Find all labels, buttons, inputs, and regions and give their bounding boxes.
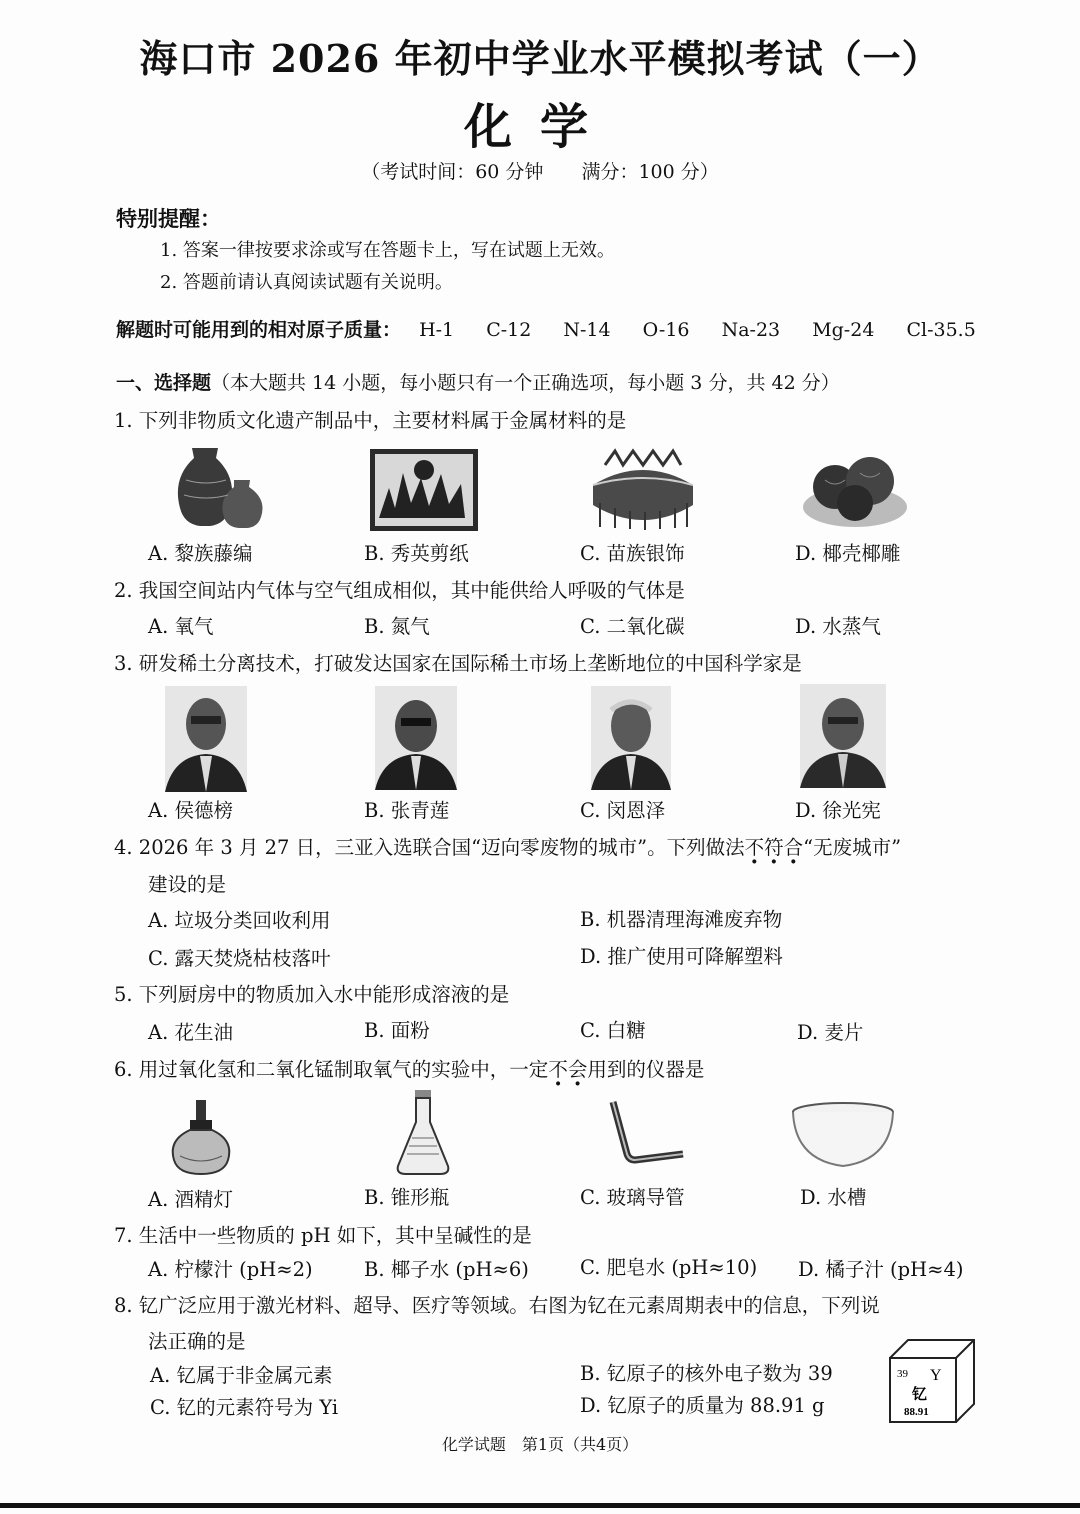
reminder-heading: 特别提醒： <box>116 207 221 231</box>
element-symbol: Y <box>930 1367 942 1384</box>
question-1-stem: 1. 下列非物质文化遗产制品中，主要材料属于金属材料的是 <box>114 409 627 432</box>
atomic-masses <box>116 315 1002 342</box>
question-3-stem: 3. 研发稀土分离技术，打破发达国家在国际稀土市场上垄断地位的中国科学家是 <box>114 652 802 675</box>
question-5-option-a: A. 花生油 <box>148 1021 233 1044</box>
question-4-option-b: B. 机器清理海滩废弃物 <box>580 908 783 931</box>
alcohol-lamp-photo <box>168 1098 236 1178</box>
coconut-carving-photo <box>800 445 910 530</box>
question-6-option-c: C. 玻璃导管 <box>580 1186 685 1209</box>
question-5-option-b: B. 面粉 <box>364 1019 430 1042</box>
silver-ornament-photo <box>585 445 700 530</box>
question-3-option-d: D. 徐光宪 <box>795 799 881 822</box>
question-5-option-c: C. 白糖 <box>580 1019 646 1042</box>
question-5-option-d: D. 麦片 <box>797 1021 864 1044</box>
question-8-stem: 8. 钇广泛应用于激光材料、超导、医疗等领域。右图为钇在元素周期表中的信息，下列说 <box>114 1294 880 1317</box>
atomic-mass-value: C-12 <box>486 319 532 341</box>
question-6-stem-part: 6. 用过氧化氢和二氧化锰制取氧气的实验中，一定 <box>114 1058 549 1081</box>
question-1-option-d: D. 椰壳椰雕 <box>795 542 901 565</box>
question-2-option-a: A. 氧气 <box>148 615 214 638</box>
question-4-stem-part: 4. 2026 年 3 月 27 日，三亚入选联合国“迈向零废物的城市”。下列做法 <box>114 836 745 859</box>
question-4-option-a: A. 垃圾分类回收利用 <box>148 909 331 932</box>
portrait-photo <box>591 686 671 790</box>
emphasis-char: 符 <box>764 836 784 859</box>
question-4-option-d: D. 推广使用可降解塑料 <box>580 945 783 968</box>
question-8-option-b: B. 钇原子的核外电子数为 39 <box>580 1362 833 1385</box>
water-trough-photo <box>790 1100 896 1170</box>
subject-title: 化学 <box>463 99 616 155</box>
emphasis-char: 不 <box>744 836 765 859</box>
question-2-option-b: B. 氮气 <box>364 615 430 638</box>
question-6-stem-part: 用到的仪器是 <box>587 1058 705 1081</box>
question-3-option-a: A. 侯德榜 <box>148 799 233 822</box>
bottom-border <box>0 1503 1080 1508</box>
atomic-mass-value: Cl-35.5 <box>906 319 976 341</box>
exam-title: 海口市 2026 年初中学业水平模拟考试（一） <box>139 36 941 81</box>
exam-time: （考试时间：60 分钟 <box>361 161 544 183</box>
element-cell-yttrium <box>884 1336 976 1424</box>
question-2-option-c: C. 二氧化碳 <box>580 615 685 638</box>
question-4-stem-part: “无废城市” <box>803 836 902 859</box>
question-4-option-c: C. 露天焚烧枯枝落叶 <box>148 947 331 970</box>
question-6-option-d: D. 水槽 <box>800 1186 867 1209</box>
question-8-option-c: C. 钇的元素符号为 Yi <box>150 1396 339 1419</box>
question-5-stem: 5. 下列厨房中的物质加入水中能形成溶液的是 <box>114 983 510 1006</box>
atomic-mass-value: H-1 <box>419 319 455 341</box>
emphasis-char: 合 <box>783 836 804 859</box>
pottery-jars-photo <box>172 440 272 530</box>
question-4-stem-cont: 建设的是 <box>148 873 227 896</box>
question-7-option-b: B. 椰子水 (pH≈6) <box>364 1258 529 1281</box>
atomic-mass-value: O-16 <box>642 319 690 341</box>
glass-tube-photo <box>603 1098 687 1166</box>
portrait-photo <box>375 686 457 790</box>
atomic-mass-value: Mg-24 <box>812 319 875 341</box>
atomic-mass-value: N-14 <box>563 319 611 341</box>
question-3-option-b: B. 张青莲 <box>364 799 450 822</box>
question-7-option-c: C. 肥皂水 (pH≈10) <box>580 1256 758 1279</box>
question-6-option-a: A. 酒精灯 <box>148 1188 233 1211</box>
page-footer: 化学试题 第1页（共4页） <box>441 1435 639 1454</box>
question-1-option-b: B. 秀英剪纸 <box>364 542 469 565</box>
exam-info <box>0 157 1080 184</box>
paper-cut-photo <box>369 448 479 532</box>
question-7-stem: 7. 生活中一些物质的 pH 如下，其中呈碱性的是 <box>114 1224 532 1247</box>
element-atomic-number: 39 <box>897 1368 908 1380</box>
question-7-option-d: D. 橘子汁 (pH≈4) <box>798 1258 964 1281</box>
atomic-mass-value: Na-23 <box>721 319 781 341</box>
question-7-option-a: A. 柠檬汁 (pH≈2) <box>148 1258 313 1281</box>
atomic-masses-label: 解题时可能用到的相对原子质量： <box>116 319 402 341</box>
element-name: 钇 <box>912 1385 928 1403</box>
element-mass: 88.91 <box>904 1406 929 1418</box>
exam-score: 满分：100 分） <box>581 161 719 183</box>
emphasis-char: 会 <box>567 1058 588 1081</box>
question-8-option-d: D. 钇原子的质量为 88.91 g <box>580 1394 825 1417</box>
question-3-option-c: C. 闵恩泽 <box>580 799 666 822</box>
question-6-option-b: B. 锥形瓶 <box>364 1186 450 1209</box>
question-1-option-a: A. 黎族藤编 <box>148 542 253 565</box>
question-8-option-a: A. 钇属于非金属元素 <box>150 1364 333 1387</box>
question-1-option-c: C. 苗族银饰 <box>580 542 685 565</box>
portrait-photo <box>800 684 886 788</box>
question-8-stem-cont: 法正确的是 <box>148 1330 246 1353</box>
question-4-stem <box>114 832 901 860</box>
reminder-item: 2. 答题前请认真阅读试题有关说明。 <box>160 272 453 293</box>
question-2-stem: 2. 我国空间站内气体与空气组成相似，其中能供给人呼吸的气体是 <box>114 579 685 602</box>
question-6-stem <box>114 1054 704 1082</box>
portrait-photo <box>165 686 247 792</box>
reminder-item: 1. 答案一律按要求涂或写在答题卡上，写在试题上无效。 <box>160 240 615 261</box>
question-2-option-d: D. 水蒸气 <box>795 615 881 638</box>
section-label: 一、选择题 <box>116 372 212 394</box>
section-note: （本大题共 14 小题，每小题只有一个正确选项，每小题 3 分，共 42 分） <box>211 372 840 394</box>
emphasis-char: 不 <box>548 1058 568 1081</box>
section-heading <box>116 368 840 395</box>
conical-flask-photo <box>395 1088 451 1176</box>
